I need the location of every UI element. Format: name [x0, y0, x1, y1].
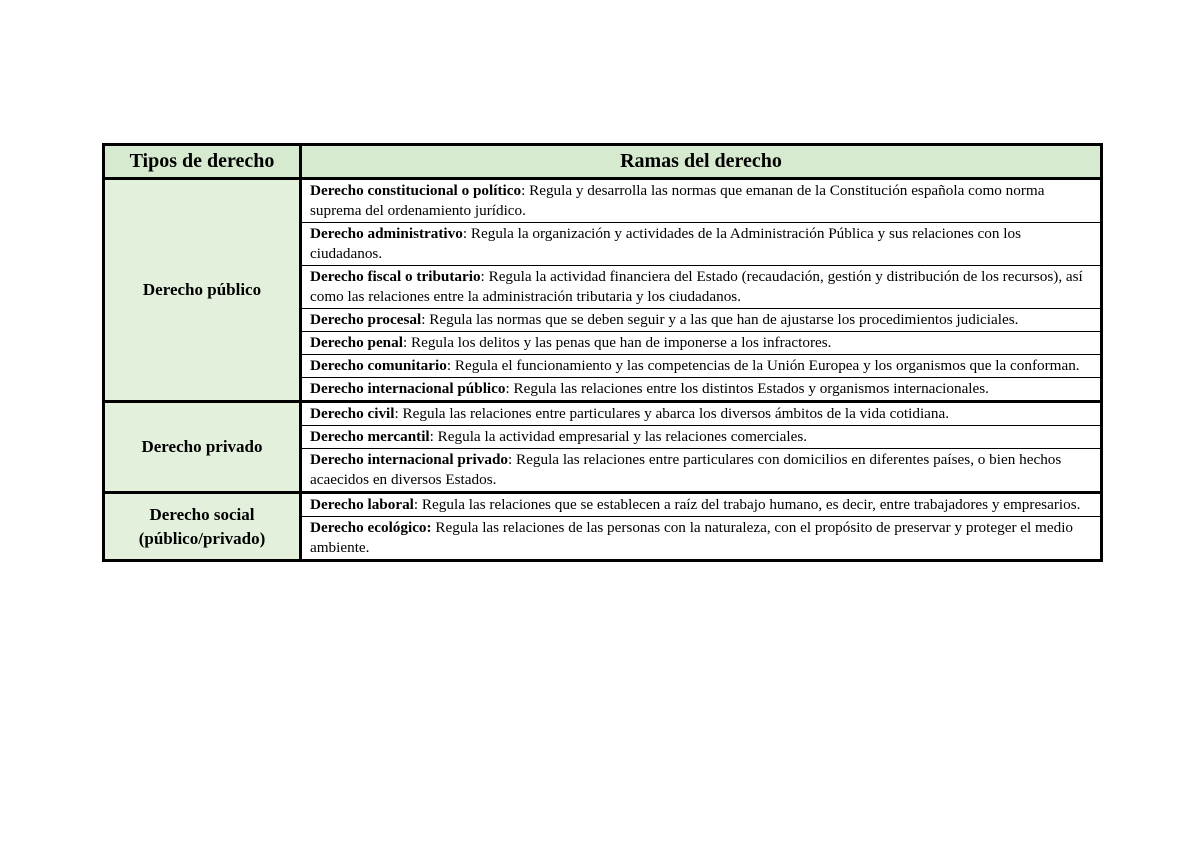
- law-types-table: [102, 143, 1103, 562]
- branch-desc: : Regula la organización y actividades de la Administración Pública y sus relaciones con los ciudadanos.: [310, 225, 1021, 262]
- header-row: [104, 145, 1102, 179]
- type-derecho-social: [104, 493, 301, 561]
- branch-desc: : Regula la actividad empresarial y las relaciones comerciales.: [429, 428, 808, 445]
- branch-name: Derecho fiscal o tributario: [310, 268, 481, 285]
- table-row: [104, 179, 1102, 223]
- header-tipos: Tipos de derecho: [104, 145, 301, 179]
- branch-desc: : Regula y desarrolla las normas que emanan de la Constitución española como norma suprema del ordenamiento jurídico.: [310, 182, 1045, 219]
- branch-internacional-publico: [301, 378, 1102, 402]
- branch-name: Derecho procesal: [310, 311, 422, 328]
- branch-desc: Regula las relaciones de las personas con la naturaleza, con el propósito de preservar y proteger el medio ambiente.: [310, 519, 1074, 556]
- branch-name: Derecho laboral: [310, 496, 414, 513]
- branch-constitucional: [301, 179, 1102, 223]
- branch-name: Derecho mercantil: [310, 428, 430, 445]
- branch-desc: : Regula las relaciones entre particulares con domicilios en diferentes países, o bien hechos acaecidos en diversos Estados.: [310, 451, 1062, 488]
- branch-name: Derecho civil: [310, 405, 395, 422]
- header-ramas: Ramas del derecho: [301, 145, 1102, 179]
- branch-laboral: [301, 493, 1102, 517]
- branch-name: Derecho constitucional o político: [310, 182, 522, 199]
- branch-desc: : Regula el funcionamiento y las competencias de la Unión Europea y los organismos que la conforman.: [446, 357, 1080, 374]
- type-line: Derecho social: [149, 504, 255, 524]
- branch-comunitario: [301, 355, 1102, 378]
- branch-civil: [301, 402, 1102, 426]
- type-derecho-privado: Derecho privado: [104, 402, 301, 493]
- branch-fiscal: [301, 266, 1102, 309]
- branch-name: Derecho internacional público: [310, 380, 506, 397]
- branch-ecologico: [301, 517, 1102, 561]
- branch-desc: : Regula las relaciones que se establecen a raíz del trabajo humano, es decir, entre trabajadores y empresarios.: [413, 496, 1081, 513]
- branch-procesal: [301, 309, 1102, 332]
- branch-desc: : Regula las relaciones entre los distintos Estados y organismos internacionales.: [505, 380, 989, 397]
- branch-name: Derecho penal: [310, 334, 403, 351]
- branch-penal: [301, 332, 1102, 355]
- branch-desc: : Regula la actividad financiera del Estado (recaudación, gestión y distribución de los recursos), así como las relaciones entre la administración tributaria y los ciudadanos.: [310, 268, 1083, 305]
- branch-mercantil: [301, 426, 1102, 449]
- type-derecho-publico: Derecho público: [104, 179, 301, 402]
- branch-name: Derecho comunitario: [310, 357, 447, 374]
- table-row: [104, 402, 1102, 426]
- type-line: (público/privado): [138, 528, 266, 548]
- branch-desc: : Regula las normas que se deben seguir y a las que han de ajustarse los procedimientos judiciales.: [421, 311, 1019, 328]
- branch-administrativo: [301, 223, 1102, 266]
- table-row: [104, 493, 1102, 517]
- branch-name: Derecho ecológico:: [310, 519, 432, 536]
- branch-desc: : Regula los delitos y las penas que han de imponerse a los infractores.: [402, 334, 832, 351]
- branch-name: Derecho administrativo: [310, 225, 463, 242]
- branch-name: Derecho internacional privado: [310, 451, 508, 468]
- branch-internacional-privado: [301, 449, 1102, 493]
- branch-desc: : Regula las relaciones entre particulares y abarca los diversos ámbitos de la vida cotidiana.: [394, 405, 950, 422]
